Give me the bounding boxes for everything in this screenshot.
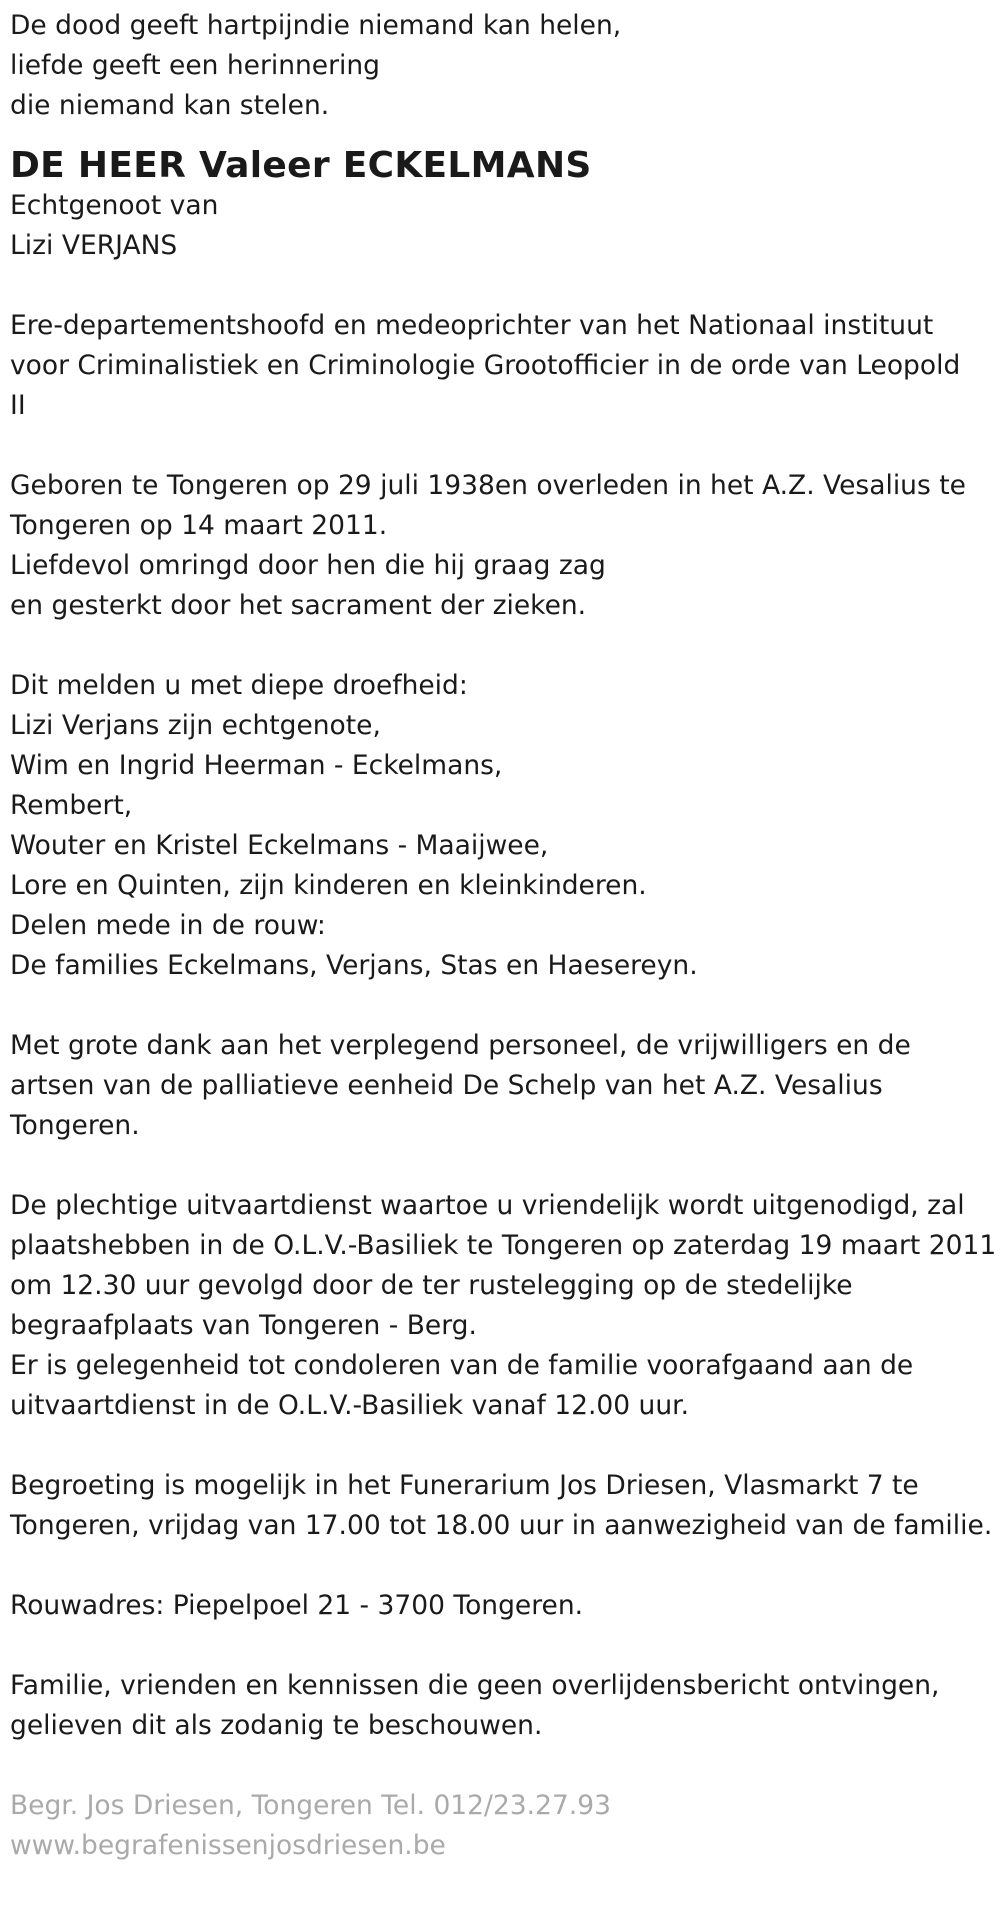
viewing-line: Tongeren, vrijdag van 17.00 tot 18.00 uur in aanwezigheid van de familie.: [10, 1510, 993, 1541]
announcers-paragraph: [10, 666, 995, 986]
service-line: begraafplaats van Tongeren - Berg.: [10, 1310, 477, 1341]
service-line: Er is gelegenheid tot condoleren van de familie voorafgaand aan de: [10, 1350, 914, 1381]
thanks-line: Tongeren.: [10, 1110, 140, 1141]
titles-line: Ere-departementshoofd en medeoprichter van het Nationaal instituut: [10, 310, 934, 341]
birth-death-line: en gesterkt door het sacrament der zieken.: [10, 590, 587, 621]
service-line: plaatshebben in de O.L.V.-Basiliek te Tongeren op zaterdag 19 maart 2011: [10, 1230, 997, 1261]
announcers-line: Wim en Ingrid Heerman - Eckelmans,: [10, 750, 503, 781]
service-line: om 12.30 uur gevolgd door de ter rustelegging op de stedelijke: [10, 1270, 853, 1301]
mourning-address: [10, 1586, 995, 1626]
birth-death-line: Tongeren op 14 maart 2011.: [10, 510, 388, 541]
poem-line: De dood geeft hartpijndie niemand kan helen,: [10, 10, 622, 41]
thanks-paragraph: [10, 1026, 995, 1146]
announcers-line: Lizi Verjans zijn echtgenote,: [10, 710, 381, 741]
funeral-home-website: www.begrafenissenjosdriesen.be: [10, 1830, 446, 1861]
spouse-line: Lizi VERJANS: [10, 230, 178, 261]
obituary-notice: [10, 6, 995, 1866]
service-line: uitvaartdienst in de O.L.V.-Basiliek vanaf 12.00 uur.: [10, 1390, 690, 1421]
notice-line: Familie, vrienden en kennissen die geen overlijdensbericht ontvingen,: [10, 1670, 940, 1701]
deceased-name: DE HEER Valeer ECKELMANS: [10, 145, 592, 186]
poem-line: die niemand kan stelen.: [10, 90, 330, 121]
birth-death-line: Geboren te Tongeren op 29 juli 1938en overleden in het A.Z. Vesalius te: [10, 470, 966, 501]
announcers-line: Lore en Quinten, zijn kinderen en kleinkinderen.: [10, 870, 647, 901]
titles-paragraph: [10, 306, 995, 426]
address-line: Rouwadres: Piepelpoel 21 - 3700 Tongeren.: [10, 1590, 584, 1621]
thanks-line: artsen van de palliatieve eenheid De Schelp van het A.Z. Vesalius: [10, 1070, 883, 1101]
birth-death-line: Liefdevol omringd door hen die hij graag zag: [10, 550, 606, 581]
notice-paragraph: [10, 1666, 995, 1746]
notice-line: gelieven dit als zodanig te beschouwen.: [10, 1710, 543, 1741]
service-line: De plechtige uitvaartdienst waartoe u vriendelijk wordt uitgenodigd, zal: [10, 1190, 965, 1221]
announcers-line: De families Eckelmans, Verjans, Stas en Haesereyn.: [10, 950, 698, 981]
titles-line: II: [10, 390, 26, 421]
deceased-header: [10, 146, 995, 266]
poem: [10, 6, 995, 126]
poem-line: liefde geeft een herinnering: [10, 50, 380, 81]
thanks-line: Met grote dank aan het verplegend personeel, de vrijwilligers en de: [10, 1030, 911, 1061]
funeral-home-footer: [10, 1786, 995, 1866]
spouse-line: Echtgenoot van: [10, 190, 219, 221]
viewing-line: Begroeting is mogelijk in het Funerarium Jos Driesen, Vlasmarkt 7 te: [10, 1470, 919, 1501]
announcers-line: Rembert,: [10, 790, 133, 821]
titles-line: voor Criminalistiek en Criminologie Grootofficier in de orde van Leopold: [10, 350, 961, 381]
service-paragraph: [10, 1186, 995, 1426]
funeral-home-contact: Begr. Jos Driesen, Tongeren Tel. 012/23.27.93: [10, 1790, 611, 1821]
announcers-line: Wouter en Kristel Eckelmans - Maaijwee,: [10, 830, 549, 861]
viewing-paragraph: [10, 1466, 995, 1546]
birth-death-paragraph: [10, 466, 995, 626]
announcers-line: Dit melden u met diepe droefheid:: [10, 670, 468, 701]
announcers-line: Delen mede in de rouw:: [10, 910, 326, 941]
